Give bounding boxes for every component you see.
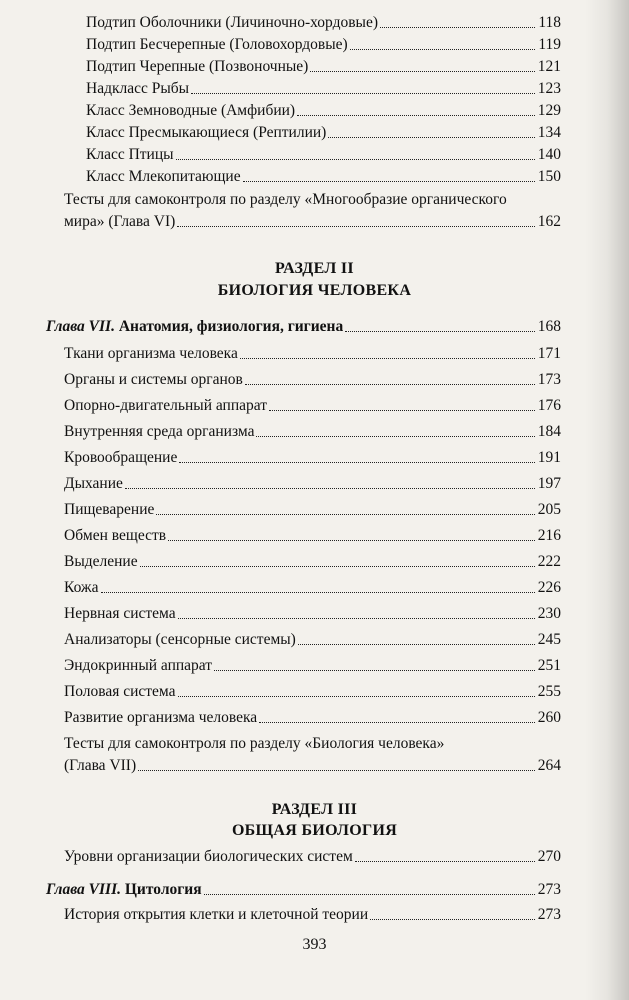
toc-entry-title: Подтип Оболочники (Личиночно-хордовые): [86, 14, 378, 31]
toc-tests-line1: Тесты для самоконтроля по разделу «Многообразие органического: [64, 191, 507, 208]
section-title: БИОЛОГИЯ ЧЕЛОВЕКА: [217, 282, 412, 299]
toc-entry: [86, 14, 561, 32]
toc-entry-page: 264: [537, 757, 561, 774]
toc-entry-title: Половая система: [64, 683, 176, 700]
toc-entry: [86, 58, 561, 76]
toc-entry: [64, 906, 561, 924]
page-edge-shadow: [585, 0, 629, 1000]
toc-entry-page: 150: [537, 168, 561, 185]
toc-entry: [64, 475, 561, 493]
toc-entry: [64, 397, 561, 415]
dot-leader: [140, 566, 535, 567]
toc-entry: [86, 124, 561, 142]
dot-leader: [101, 592, 535, 593]
page-number: 393: [302, 936, 327, 953]
dot-leader: [177, 226, 534, 227]
toc-entry: [64, 553, 561, 571]
toc-entry-page: 121: [537, 58, 561, 75]
toc-entry-page: 205: [537, 501, 561, 518]
toc-entry-page: 216: [537, 527, 561, 544]
chapter-entry: [46, 318, 561, 336]
toc-entry-title: Класс Земноводные (Амфибии): [86, 102, 296, 119]
toc-entry-page: 191: [537, 449, 561, 466]
toc-entry-title: Кожа: [64, 579, 99, 596]
chapter-label: Глава VIII.: [46, 881, 121, 898]
dot-leader: [191, 93, 535, 94]
toc-entry-page: 197: [537, 475, 561, 492]
toc-entry-title: Кровообращение: [64, 449, 178, 466]
toc-entry-page: 176: [537, 397, 561, 414]
toc-entry-title: Развитие организма человека: [64, 709, 258, 726]
toc-entry-page: 173: [537, 371, 561, 388]
toc-entry-page: 222: [537, 553, 561, 570]
chapter-title: Анатомия, физиология, гигиена: [118, 318, 344, 335]
toc-entry-title: Подтип Бесчерепные (Головохордовые): [86, 36, 348, 53]
toc-entry-page: 273: [537, 906, 561, 923]
chapter-entry: [46, 881, 561, 899]
toc-entry-title: Класс Птицы: [86, 146, 174, 163]
toc-entry: [64, 605, 561, 623]
toc-entry: [86, 146, 561, 164]
toc-entry-page: 162: [537, 213, 561, 230]
toc-entry-title: Внутренняя среда организма: [64, 423, 255, 440]
toc-entry: [64, 709, 561, 727]
toc-entry-title: Дыхание: [64, 475, 123, 492]
dot-leader: [345, 331, 535, 332]
toc-entry-title: (Глава VII): [64, 757, 137, 774]
dot-leader: [168, 540, 535, 541]
dot-leader: [245, 384, 535, 385]
toc-entry: [64, 683, 561, 701]
section-label: РАЗДЕЛ II: [275, 260, 354, 277]
dot-leader: [156, 514, 534, 515]
dot-leader: [355, 861, 535, 862]
toc-entry-page: 184: [537, 423, 561, 440]
toc-entry: [64, 848, 561, 866]
dot-leader: [214, 670, 535, 671]
dot-leader: [243, 181, 535, 182]
toc-entry-page: 230: [537, 605, 561, 622]
dot-leader: [125, 488, 535, 489]
toc-entry: [64, 345, 561, 363]
toc-entry-page: 140: [537, 146, 561, 163]
dot-leader: [256, 436, 534, 437]
toc-entry-page: 251: [537, 657, 561, 674]
dot-leader: [240, 358, 535, 359]
dot-leader: [310, 71, 534, 72]
section-label: РАЗДЕЛ III: [271, 801, 358, 818]
toc-entry-title: Класс Пресмыкающиеся (Рептилии): [86, 124, 327, 141]
toc-entry-title: Эндокринный аппарат: [64, 657, 213, 674]
toc-entry-title: Обмен веществ: [64, 527, 167, 544]
toc-entry-title: Уровни организации биологических систем: [64, 848, 353, 865]
toc-entry-page: 168: [537, 318, 561, 335]
toc-entry-title: Выделение: [64, 553, 138, 570]
chapter-title: Цитология: [124, 881, 202, 898]
toc-entry-title: мира» (Глава VI): [64, 213, 176, 230]
toc-entry-page: 260: [537, 709, 561, 726]
dot-leader: [380, 27, 535, 28]
toc-entry-page: 273: [537, 881, 561, 898]
toc-entry: [64, 501, 561, 519]
toc-entry: [64, 423, 561, 441]
toc-entry-page: 270: [537, 848, 561, 865]
toc-entry-page: 171: [537, 345, 561, 362]
toc-tests-entry: [64, 213, 561, 231]
toc-tests-line1: Тесты для самоконтроля по разделу «Биология человека»: [64, 735, 445, 752]
dot-leader: [179, 462, 534, 463]
toc-entry: [64, 657, 561, 675]
toc-entry: [64, 579, 561, 597]
dot-leader: [350, 49, 536, 50]
toc-entry: [64, 371, 561, 389]
toc-entry-title: Надкласс Рыбы: [86, 80, 190, 97]
toc-entry-page: 118: [538, 14, 561, 31]
dot-leader: [178, 618, 535, 619]
dot-leader: [178, 696, 535, 697]
toc-entry-title: Пищеварение: [64, 501, 155, 518]
dot-leader: [176, 159, 535, 160]
dot-leader: [328, 137, 534, 138]
toc-entry-page: 134: [537, 124, 561, 141]
toc-entry: [64, 449, 561, 467]
toc-entry-title: История открытия клетки и клеточной теории: [64, 906, 369, 923]
dot-leader: [370, 919, 535, 920]
toc-entry-page: 255: [537, 683, 561, 700]
toc-entry-page: 245: [537, 631, 561, 648]
toc-entry: [86, 80, 561, 98]
toc-entry: [86, 168, 561, 186]
toc-entry-title: Нервная система: [64, 605, 176, 622]
dot-leader: [138, 770, 535, 771]
toc-entry: [64, 631, 561, 649]
toc-entry-title: Ткани организма человека: [64, 345, 238, 362]
section-title: ОБЩАЯ БИОЛОГИЯ: [231, 822, 398, 839]
toc-entry-page: 129: [537, 102, 561, 119]
dot-leader: [204, 894, 535, 895]
toc-entry-title: Подтип Черепные (Позвоночные): [86, 58, 309, 75]
toc-tests-entry: [64, 757, 561, 775]
toc-entry: [86, 102, 561, 120]
dot-leader: [297, 115, 535, 116]
dot-leader: [269, 410, 535, 411]
toc-entry: [86, 36, 561, 54]
toc-entry-title: Опорно-двигательный аппарат: [64, 397, 268, 414]
toc-entry-page: 123: [537, 80, 561, 97]
toc-entry-page: 226: [537, 579, 561, 596]
toc-entry-page: 119: [538, 36, 561, 53]
dot-leader: [298, 644, 535, 645]
toc-entry-title: Анализаторы (сенсорные системы): [64, 631, 296, 648]
toc-entry: [64, 527, 561, 545]
chapter-label: Глава VII.: [46, 318, 115, 335]
toc-entry-title: Органы и системы органов: [64, 371, 243, 388]
toc-entry-title: Класс Млекопитающие: [86, 168, 241, 185]
dot-leader: [259, 722, 535, 723]
